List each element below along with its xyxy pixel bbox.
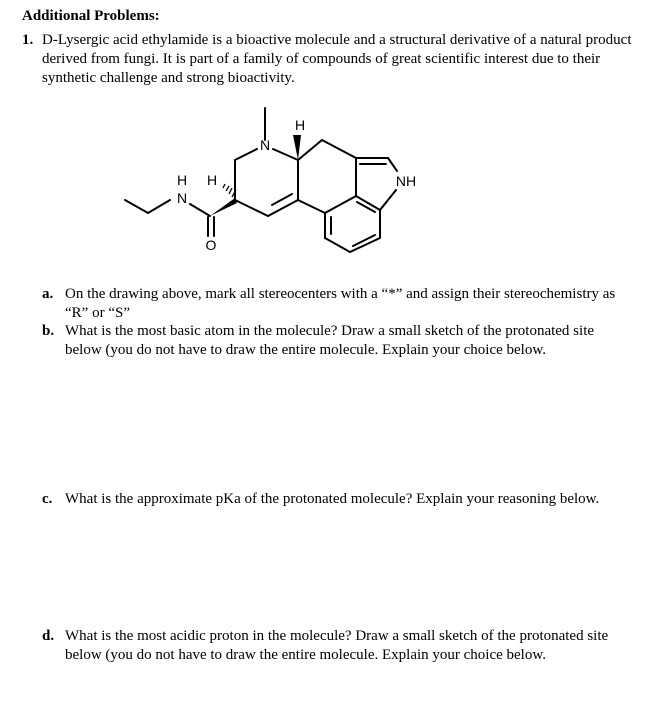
- bond-c12-c13: [325, 238, 350, 252]
- bond-c10-c9-double: [272, 194, 292, 205]
- problem-text: D-Lysergic acid ethylamide is a bioactive molecule and a structural derivative of a natural product derived from fungi. It is part of a family of compounds of great scientific interest due to their synthetic challenge and strong bioactivity.: [42, 32, 632, 86]
- atom-h-ring: H: [294, 117, 306, 133]
- bond-n6-c5: [273, 149, 298, 160]
- question-d: [42, 627, 632, 665]
- bond-benzene-double-2: [353, 235, 375, 246]
- atom-n-ring: N: [259, 137, 271, 153]
- atom-n-amide: N: [176, 190, 188, 206]
- problem-1: [22, 31, 632, 88]
- bond-ethyl-1: [125, 200, 148, 213]
- question-text: What is the approximate pKa of the protonated molecule? Explain your reasoning below.: [65, 491, 600, 507]
- question-label: b.: [42, 323, 55, 339]
- question-a: [42, 285, 632, 323]
- question-label: c.: [42, 491, 53, 507]
- question-text: What is the most acidic proton in the molecule? Draw a small sketch of the protonated site below (you do not have to draw the entire molecule. Explain your choice below.: [65, 628, 609, 663]
- question-b: [42, 322, 632, 360]
- section-heading: Additional Problems:: [22, 8, 160, 24]
- bond-c5-c4: [298, 140, 322, 160]
- atom-h-stereo: H: [206, 172, 218, 188]
- bond-n-carbonyl: [190, 204, 210, 216]
- bond-c2-n1: [388, 158, 397, 171]
- bond-c8-c9: [235, 200, 268, 216]
- question-text: On the drawing above, mark all stereocenters with a “*” and assign their stereochemistry as “R” or “S”: [65, 286, 616, 321]
- wedge-bond-amide: [210, 198, 237, 216]
- bond-c4-c3: [322, 140, 356, 158]
- atom-o-carbonyl: O: [205, 237, 217, 253]
- bond-c16-c11: [325, 196, 356, 213]
- question-text: What is the most basic atom in the molecule? Draw a small sketch of the protonated site below (you do not have to draw the entire molecule. Explain your choice below.: [65, 323, 595, 358]
- wedge-bond-h5: [293, 135, 301, 160]
- question-c: [42, 490, 632, 509]
- bond-ethyl-2: [148, 200, 170, 213]
- bond-n1-c15: [380, 190, 396, 210]
- bond-c11-c10: [298, 200, 325, 213]
- atom-h-amide: H: [176, 172, 188, 188]
- problem-number: 1.: [22, 32, 34, 48]
- question-label: a.: [42, 286, 54, 302]
- bond-c7-n6: [235, 149, 257, 160]
- question-label: d.: [42, 628, 55, 644]
- atom-nh-indole: NH: [395, 173, 417, 189]
- bond-c10-c9: [268, 200, 298, 216]
- bond-benzene-double-3: [357, 202, 375, 212]
- lsd-structure-diagram: [110, 100, 440, 260]
